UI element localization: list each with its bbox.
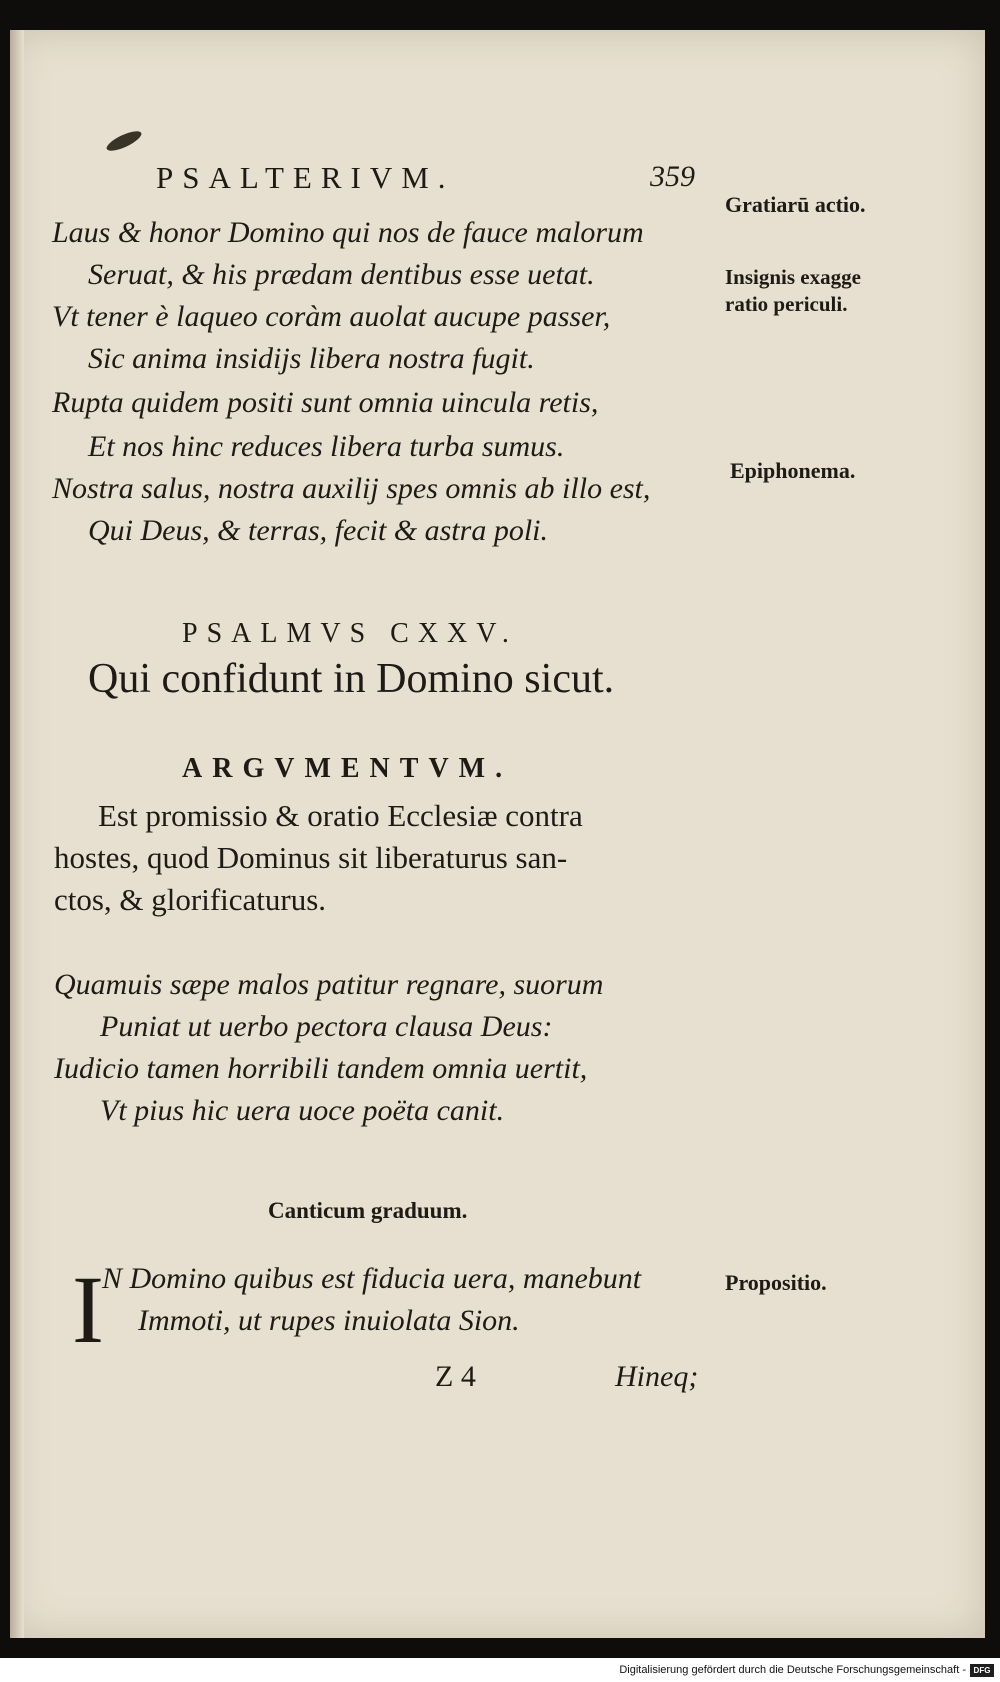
verse-line: Iudicio tamen horribili tandem omnia uertit, [54,1052,588,1085]
verse-line: Puniat ut uerbo pectora clausa Deus: [100,1010,553,1043]
verse-line: Et nos hinc reduces libera turba sumus. [88,430,565,463]
drop-cap: I [72,1256,104,1363]
argument-line: hostes, quod Dominus sit liberaturus san- [54,840,568,875]
section-heading: Canticum graduum. [268,1198,468,1223]
verse-line: Immoti, ut rupes inuiolata Sion. [138,1304,520,1337]
marginal-note: Epiphonema. [730,458,856,483]
argument-line: ctos, & glorificaturus. [54,882,327,917]
signature-mark: Z 4 [435,1360,476,1393]
verse-line: Vt tener è laqueo coràm auolat aucupe passer, [52,300,611,333]
marginal-note: Propositio. [725,1270,827,1295]
book-page [10,30,985,1638]
page-number: 359 [650,160,695,193]
verse-line: Seruat, & his prædam dentibus esse uetat. [88,258,595,291]
marginal-note: ratio periculi. [725,292,848,316]
gutter-shadow [10,30,24,1638]
verse-line: Nostra salus, nostra auxilij spes omnis ab illo est, [52,472,651,505]
verse-line: Laus & honor Domino qui nos de fauce malorum [52,216,644,249]
verse-line: Vt pius hic uera uoce poëta canit. [100,1094,505,1127]
verse-line: Qui Deus, & terras, fecit & astra poli. [88,514,548,547]
dfg-logo: DFG [970,1664,994,1677]
verse-line: Rupta quidem positi sunt omnia uincula retis, [52,386,599,419]
ink-smudge [104,128,144,155]
psalm-title: PSALMVS CXXV. [182,618,518,649]
marginal-note: Insignis exagge [725,265,861,289]
psalm-incipit: Qui confidunt in Domino sicut. [88,656,615,702]
argument-heading: ARGVMENTVM. [182,753,513,784]
footer-credit: Digitalisierung gefördert durch die Deutsche Forschungsgemeinschaft - [619,1664,966,1676]
verse-line: N Domino quibus est fiducia uera, manebunt [102,1262,642,1295]
argument-line: Est promissio & oratio Ecclesiæ contra [98,798,583,833]
catchword: Hineq; [615,1360,699,1393]
running-head: PSALTERIVM. [156,160,455,195]
verse-line: Sic anima insidijs libera nostra fugit. [88,342,535,375]
verse-line: Quamuis sæpe malos patitur regnare, suorum [54,968,604,1001]
marginal-note: Gratiarū actio. [725,192,866,217]
